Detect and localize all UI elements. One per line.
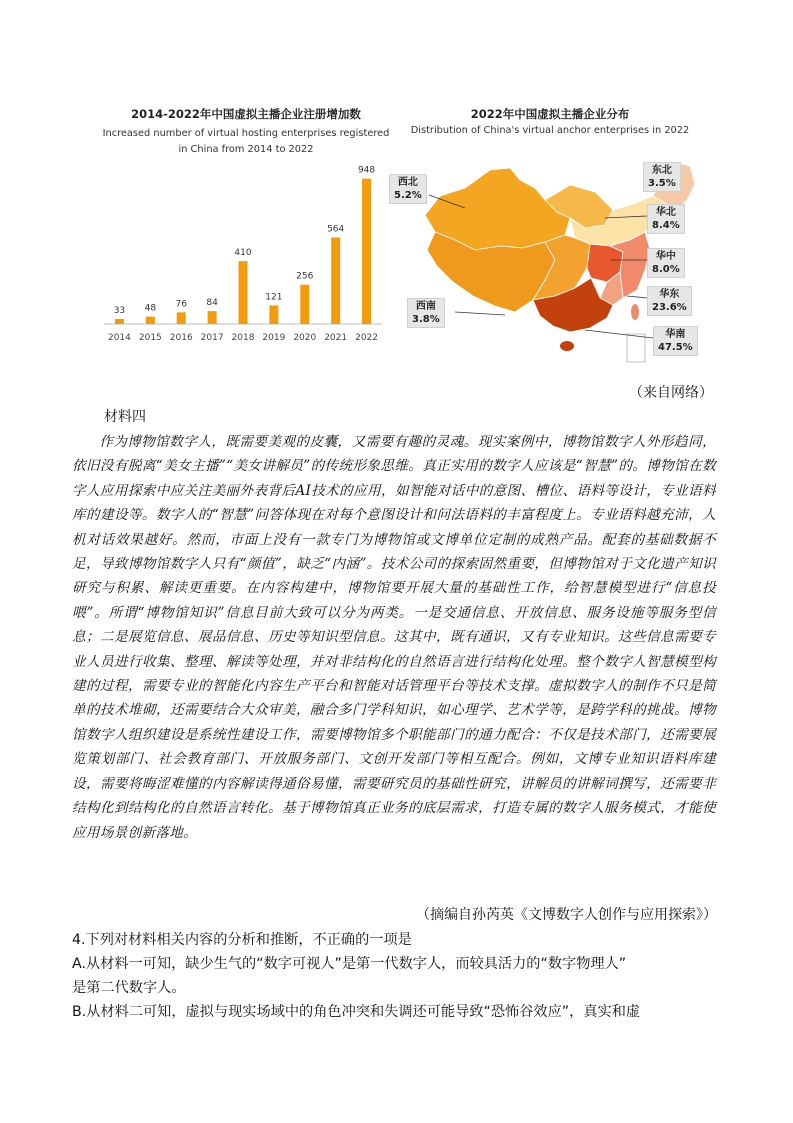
map-label-north bbox=[647, 204, 685, 234]
map-label-east bbox=[647, 286, 692, 316]
bar-2019 bbox=[269, 305, 278, 324]
tick-label-2021: 2021 bbox=[324, 333, 348, 343]
material-paragraph: 作为博物馆数字人，既需要美观的皮囊，又需要有趣的灵魂。现实案例中，博物馆数字人外形趋同，依旧没有脱离“美女主播”“美女讲解员”的传统形象思维。真正实用的数字人应该是“智慧”的。博物馆在数字人应用探索中应关注美丽外表背后AI技术的应用，如智能对话中的意图、槽位、语料等设计，专业语料库的建设等。数字人的“智慧”问答体现在对每个意图设计和问法语料的丰富程度上。专业语料越充沛，人机对话效果越好。然而，市面上没有一款专门为博物馆或文博单位定制的成熟产品。配套的基础数据不足，导致博物馆数字人只有“颜值”，缺乏“内涵”。技术公司的探索固然重要，但博物馆对于文化遗产知识研究与积累、解读更重要。在内容构建中，博物馆要开展大量的基础性工作，给智慧模型进行“信息投喂”。所谓“博物馆知识”信息目前大致可以分为两类。一是交通信息、开放信息、服务设施等服务型信息；二是展览信息、展品信息、历史等知识型信息。这其中，既有通识，又有专业知识。这些信息需要专业人员进行收集、整理、解读等处理，并对非结构化的自然语言进行结构化处理。整个数字人智慧模型构建的过程，需要专业的智能化内容生产平台和智能对话管理平台等技术支撑。虚拟数字人的制作不只是简单的技术堆砌，还需要结合大众审美，融合多门学科知识，如心理学、艺术学等，是跨学科的挑战。博物馆数字人组织建设是系统性建设工作，需要博物馆多个职能部门的通力配合：不仅是技术部门，还需要展览策划部门、社会教育部门、开放服务部门、文创开发部门等相互配合。例如，文博专业知识语料库建设，需要将晦涩难懂的内容解读得通俗易懂，需要研究员的基础性研究，讲解员的讲解词撰写，还需要非结构化到结构化的自然语言转化。基于博物馆真正业务的底层需求，打造专属的数字人服务模式，才能使应用场景创新落地。 bbox=[72, 434, 716, 841]
tick-label-2019: 2019 bbox=[262, 333, 286, 343]
bar-2015 bbox=[146, 317, 155, 324]
map-label-central-value: 8.0% bbox=[652, 264, 680, 275]
data-label-2020: 256 bbox=[296, 271, 314, 282]
tick-label-2020: 2020 bbox=[293, 333, 317, 343]
tick-label-2017: 2017 bbox=[200, 333, 224, 343]
map-label-central-name: 华中 bbox=[655, 251, 676, 262]
data-label-2021: 564 bbox=[327, 224, 345, 235]
distribution-map-figure bbox=[395, 100, 725, 375]
bar-2017 bbox=[208, 311, 217, 324]
map-label-east-value: 23.6% bbox=[652, 302, 687, 313]
map-label-northwest-value: 5.2% bbox=[394, 190, 422, 201]
bar-2020 bbox=[300, 285, 309, 324]
data-label-2016: 76 bbox=[175, 299, 187, 310]
data-label-2018: 410 bbox=[234, 248, 252, 259]
map-island-taiwan bbox=[631, 304, 639, 320]
data-label-2017: 84 bbox=[206, 298, 218, 309]
map-label-northeast-value: 3.5% bbox=[648, 178, 676, 189]
bar-2018 bbox=[239, 261, 248, 324]
map-island-hainan bbox=[560, 341, 574, 351]
tick-label-2018: 2018 bbox=[231, 333, 255, 343]
chart-title: 2014-2022年中国虚拟主播企业注册增加数 bbox=[131, 107, 361, 121]
material-heading: 材料四 bbox=[104, 409, 146, 425]
leader-line-southwest bbox=[455, 312, 505, 315]
bar-2021 bbox=[331, 238, 340, 324]
tick-label-2022: 2022 bbox=[355, 333, 379, 343]
leader-line-east bbox=[627, 296, 647, 298]
map-label-southwest bbox=[407, 298, 445, 328]
map-label-north-name: 华北 bbox=[655, 207, 676, 218]
map-label-central bbox=[647, 248, 685, 278]
bar-2016 bbox=[177, 312, 186, 324]
data-label-2022: 948 bbox=[357, 165, 376, 176]
option-a-line1[interactable]: A.从材料一可知，缺少生气的“数字可视人”是第一代数字人，而较具活力的“数字物理人” bbox=[72, 956, 627, 972]
tick-label-2015: 2015 bbox=[138, 333, 162, 343]
tick-label-2014: 2014 bbox=[107, 333, 131, 343]
bar-2022 bbox=[362, 179, 371, 324]
map-label-northeast bbox=[643, 162, 681, 192]
tick-label-2016: 2016 bbox=[169, 333, 193, 343]
map-inset-box bbox=[627, 334, 645, 362]
material-body bbox=[72, 430, 716, 845]
map-title: 2022年中国虚拟主播企业分布 bbox=[470, 107, 630, 121]
option-a-line2[interactable]: 是第二代数字人。 bbox=[72, 980, 186, 996]
citation: （摘编自孙芮英《文博数字人创作与应用探索》） bbox=[416, 907, 717, 923]
option-b[interactable]: B.从材料二可知，虚拟与现实场域中的角色冲突和失调还可能导致“恐怖谷效应”，真实和虚 bbox=[72, 1004, 641, 1020]
map-label-northwest bbox=[389, 174, 427, 204]
map-label-northwest-name: 西北 bbox=[397, 177, 418, 188]
registration-bar-chart bbox=[96, 100, 396, 360]
map-label-east-name: 华东 bbox=[659, 289, 680, 300]
chart-subtitle-line1: Increased number of virtual hosting enterprises registered bbox=[102, 128, 390, 139]
map-label-southwest-name: 西南 bbox=[415, 301, 436, 312]
bar-chart-svg bbox=[96, 100, 396, 360]
question-stem: 4.下列对材料相关内容的分析和推断，不正确的一项是 bbox=[72, 932, 412, 948]
map-label-north-value: 8.4% bbox=[652, 220, 680, 231]
map-label-south bbox=[653, 326, 698, 356]
map-label-southwest-value: 3.8% bbox=[412, 314, 440, 325]
data-label-2019: 121 bbox=[265, 292, 283, 303]
map-label-south-value: 47.5% bbox=[658, 342, 693, 353]
question-block bbox=[72, 928, 722, 1024]
chart-subtitle-line2: in China from 2014 to 2022 bbox=[178, 144, 314, 155]
map-subtitle: Distribution of China's virtual anchor enterprises in 2022 bbox=[410, 125, 690, 136]
map-label-south-name: 华南 bbox=[665, 329, 686, 340]
map-label-northeast-name: 东北 bbox=[651, 165, 672, 176]
data-label-2015: 48 bbox=[144, 303, 157, 314]
bar-2014 bbox=[115, 319, 124, 324]
data-label-2014: 33 bbox=[113, 305, 126, 316]
source-note: （来自网络） bbox=[629, 385, 713, 401]
